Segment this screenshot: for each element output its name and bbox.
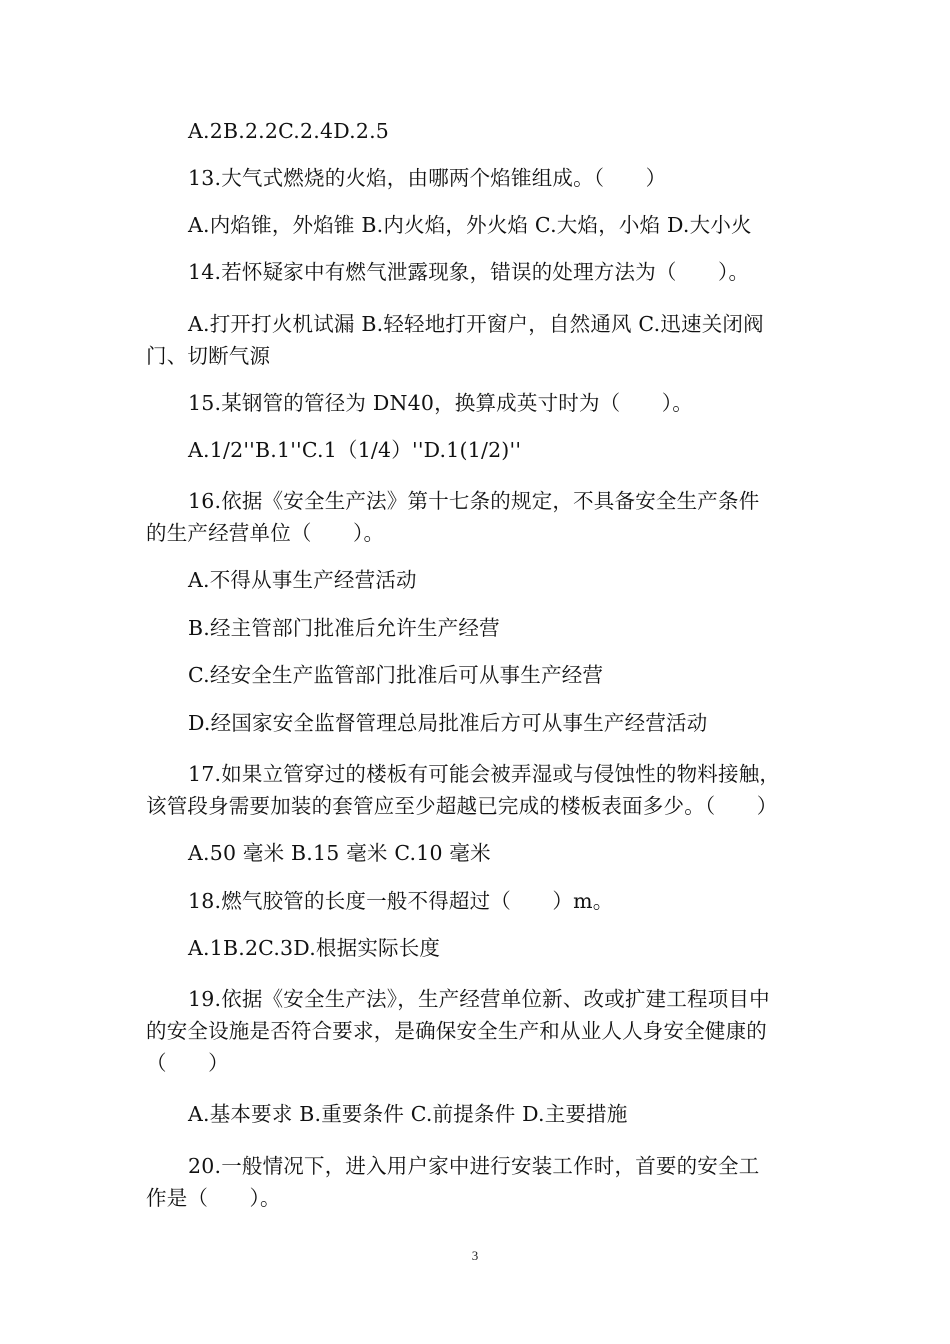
question-16-line1: 16.依据《安全生产法》第十七条的规定，不具备安全生产条件 — [188, 489, 760, 513]
question-18: 18.燃气胶管的长度一般不得超过（ ）m。 — [188, 889, 614, 913]
page-number: 3 — [471, 1248, 479, 1263]
answer-options-17: A.50 毫米 B.15 毫米 C.10 毫米 — [188, 841, 491, 865]
question-19-line3: （ ） — [146, 1051, 229, 1075]
question-19-line1: 19.依据《安全生产法》，生产经营单位新、改或扩建工程项目中 — [188, 987, 770, 1011]
question-19-line2: 的安全设施是否符合要求，是确保安全生产和从业人人身安全健康的 — [146, 1019, 767, 1043]
question-14: 14.若怀疑家中有燃气泄露现象，错误的处理方法为（ ）。 — [188, 260, 750, 284]
answer-options-19: A.基本要求 B.重要条件 C.前提条件 D.主要措施 — [188, 1102, 628, 1126]
answer-option-16-d: D.经国家安全监督管理总局批准后方可从事生产经营活动 — [188, 711, 708, 735]
answer-option-16-a: A.不得从事生产经营活动 — [188, 568, 417, 592]
question-20-line2: 作是（ ）。 — [146, 1186, 281, 1210]
question-15: 15.某钢管的管径为 DN40，换算成英寸时为（ ）。 — [188, 391, 693, 415]
question-16-line2: 的生产经营单位（ ）。 — [146, 521, 385, 545]
answer-option-16-b: B.经主管部门批准后允许生产经营 — [188, 616, 500, 640]
answer-options-14-line2: 门、切断气源 — [146, 344, 271, 368]
question-17-line1: 17.如果立管穿过的楼板有可能会被弄湿或与侵蚀性的物料接触， — [188, 762, 781, 786]
question-20-line1: 20.一般情况下，进入用户家中进行安装工作时，首要的安全工 — [188, 1154, 760, 1178]
answer-options-13: A.内焰锥，外焰锥 B.内火焰，外火焰 C.大焰，小焰 D.大小火 — [188, 213, 752, 237]
answer-options-15: A.1/2''B.1''C.1（1/4）''D.1(1/2)'' — [188, 438, 522, 462]
answer-options-12: A.2B.2.2C.2.4D.2.5 — [188, 119, 390, 143]
question-13: 13.大气式燃烧的火焰，由哪两个焰锥组成。（ ） — [188, 166, 667, 190]
answer-option-16-c: C.经安全生产监管部门批准后可从事生产经营 — [188, 663, 604, 687]
question-17-line2: 该管段身需要加装的套管应至少超越已完成的楼板表面多少。（ ） — [146, 794, 778, 818]
answer-options-14-line1: A.打开打火机试漏 B.轻轻地打开窗户，自然通风 C.迅速关闭阀 — [188, 312, 764, 336]
answer-options-18: A.1B.2C.3D.根据实际长度 — [188, 936, 441, 960]
